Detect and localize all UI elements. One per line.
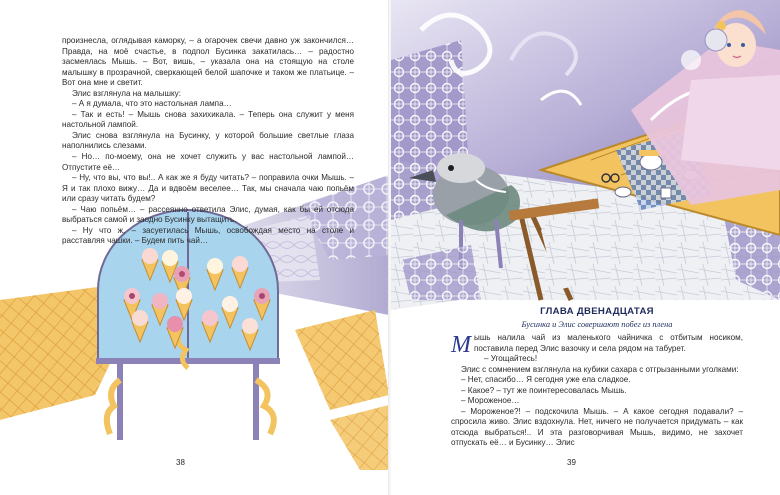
paragraph: Элис взглянула на малышку:	[72, 88, 181, 98]
paragraph: Элис с сомнением взглянула на кубики сахара с отгрызанными уголками:	[461, 364, 739, 374]
page-number: 39	[567, 458, 576, 467]
chapter-title: ГЛАВА ДВЕНАДЦАТАЯ	[540, 306, 654, 317]
paragraph: – Мороженое?! – подскочила Мышь. – А какое сегодня подавали? – спросила живо. Элис вздохнула. Нет, ничего не получается придумать – как отсюда выбраться!.. И эта разговорчивая Мышь, видимо, не захочет отпускать её… и Бусинку… Элис	[451, 406, 743, 448]
paragraph: – Так и есть! – Мышь снова захихикала. – Теперь она служит у меня настольной лампой.	[62, 109, 354, 130]
paragraph: – Мороженое…	[461, 396, 520, 406]
right-page	[391, 0, 780, 495]
paragraph: – Ну что ж, – засуетилась Мышь, освобождая место на столе и расставляя чашки. – Будем пить чай…	[62, 225, 354, 246]
first-paragraph-text: ышь налила чай из маленького чайничка с отбитым носиком, поставила перед Элис вазочку и села рядом на табурет.	[474, 333, 743, 353]
left-page	[0, 0, 389, 495]
paragraph: – А я думала, что это настольная лампа…	[72, 99, 232, 109]
paragraph: – Какое? – тут же поинтересовалась Мышь.	[461, 385, 627, 395]
drop-cap: М	[451, 332, 471, 358]
left-page-text	[62, 36, 354, 247]
page-number: 38	[176, 458, 185, 467]
paragraph: произнесла, оглядывая каморку, – а огарочек свечи давно уж закончился… Правда, на моё счастье, в подпол Бусинка закатилась… – радостно засмеялась Мышь. – Вот, вишь, – указала она на стоящую на столе малышку в прозрачной, сверкающей белой шапочке и таком же платьице. – Вот она мне и светит.	[62, 36, 354, 88]
paragraph: – Нет, спасибо… Я сегодня уже ела сладкое.	[461, 375, 631, 385]
right-page-text	[451, 333, 743, 449]
paragraph: – Чаю попьём… – рассеянно ответила Элис, думая, как бы ей отсюда выбраться самой и заодно Бусинку вытащить.	[62, 204, 354, 225]
chapter-subtitle: Бусинка и Элис совершают побег из плена	[521, 320, 673, 329]
paragraph: – Угощайтесь!	[484, 354, 538, 364]
paragraph: – Но… по-моему, она не хочет служить у вас настольной лампой… Отпустите её…	[62, 152, 354, 172]
first-paragraph	[451, 332, 743, 358]
paragraph: Элис снова взглянула на Бусинку, у которой большие светлые глаза наполнились слезами.	[62, 130, 354, 151]
paragraph: – Ну, что вы, что вы!.. А как же я буду читать? – поправила очки Мышь. – Я и так плохо вижу… Да и вдвоём веселее… Так, мы сначала чаю попьём или сразу читать будем?	[62, 173, 354, 204]
